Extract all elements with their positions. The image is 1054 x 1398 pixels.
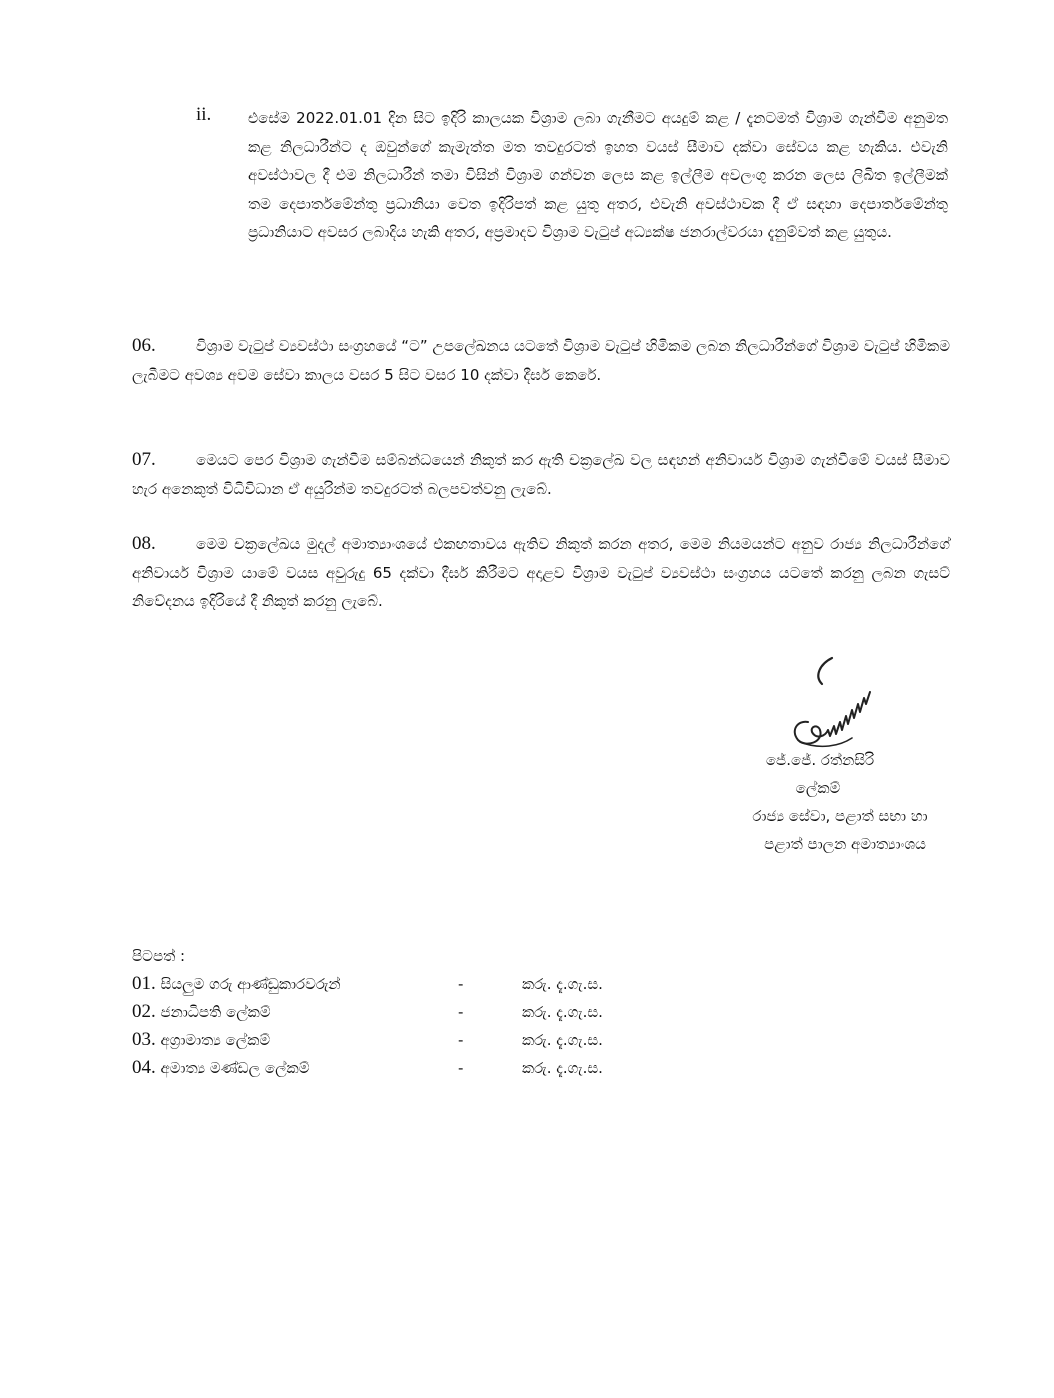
copy-recipient: සියලුම ගරු ආණ්ඩුකාරවරුන් (160, 975, 341, 993)
copy-action: කරු. දැ.ගැ.ස. (522, 975, 603, 993)
copy-recipient: අමාත්‍ය මණ්ඩල ලේකම් (160, 1059, 310, 1077)
list-item (132, 1026, 692, 1054)
copy-dash: - (458, 1003, 464, 1021)
signatory-name: ජේ.ජේ. රත්නසිරි (765, 751, 875, 769)
copy-dash: - (458, 1031, 464, 1049)
paragraph-number: 08. (132, 533, 156, 554)
paragraph-text: විශ්‍රාම වැටුප් ව්‍යවස්ථා සංග්‍රහයේ “ට” උපලේඛනය යටතේ විශ්‍රාම වැටුප් හිමිකම ලබන නිලධාරීන්ගේ විශ්‍රාම වැටුප් හිමිකම ලැබීමට අවශ්‍ය අවම සේවා කාලය වසර 5 සිට වසර 10 දක්වා දීර්ඝ කෙරේ. (132, 337, 950, 384)
handwritten-signature (780, 650, 890, 760)
signature-block (700, 746, 960, 858)
copy-number: 02. (132, 1001, 156, 1022)
copies-list (132, 942, 692, 1082)
paragraph-08 (132, 530, 950, 616)
list-item (132, 998, 692, 1026)
copy-number: 04. (132, 1057, 156, 1078)
paragraph-number: 07. (132, 449, 156, 470)
sub-item-ii (196, 104, 948, 247)
sub-item-text: එසේම 2022.01.01 දින සිට ඉදිරි කාලයක විශ්‍රාම ලබා ගැනීමට අයදුම් කළ / දැනටමත් විශ්‍රාම ගැන්වීම අනුමත කළ නිලධාරීන්ට ද ඔවුන්ගේ කැමැත්ත මත තවදුරටත් ඉහත වයස් සීමාව දක්වා සේවය කළ හැකිය. එවැනි අවස්ථාවල දී එම නිලධාරීන් තමා විසින් විශ්‍රාම ගන්වන ලෙස කළ ඉල්ලීම අවලංගු කරන ලෙස ලිඛිත ඉල්ලීමක් තම දෙපාර්තමේන්තු ප්‍රධානියා වෙත ඉදිරිපත් කළ යුතු අතර, එවැනි අවස්ථාවක දී ඒ සඳහා දෙපාර්තමේන්තු ප්‍රධානියාට අවසර ලබාදිය හැකි අතර, අප්‍රමාදව විශ්‍රාම වැටුප් අධ්‍යක්ෂ ජනරාල්වරයා දැනුම්වත් කළ යුතුය. (248, 109, 948, 242)
copy-recipient: ජනාධිපති ලේකම් (160, 1003, 271, 1021)
paragraph-06 (132, 332, 950, 389)
copy-number: 01. (132, 973, 156, 994)
signatory-title: ලේකම් (795, 779, 841, 797)
list-item (132, 1054, 692, 1082)
list-item (132, 970, 692, 998)
paragraph-text: මෙම චක්‍රලේඛය මුදල් අමාත්‍යාංශයේ එකඟතාවය ඇතිව නිකුත් කරන අතර, මෙම නියමයන්ට අනුව රාජ්‍ය නිලධාරීන්ගේ අනිවාර්ය විශ්‍රාම යාමේ වයස අවුරුදු 65 දක්වා දීර්ඝ කිරීමට අදාළව විශ්‍රාම වැටුප් ව්‍යවස්ථා සංග්‍රහය යටතේ කරනු ලබන ගැසට් නිවේදනය ඉදිරියේ දී නිකුත් කරනු ලැබේ. (132, 535, 950, 611)
copy-action: කරු. දැ.ගැ.ස. (522, 1031, 603, 1049)
copy-action: කරු. දැ.ගැ.ස. (522, 1003, 603, 1021)
copies-heading: පිටපත් : (132, 947, 186, 965)
copy-number: 03. (132, 1029, 156, 1050)
paragraph-07 (132, 446, 950, 503)
ministry-line-1: රාජ්‍ය සේවා, පළාත් සභා හා (752, 807, 928, 825)
paragraph-number: 06. (132, 335, 156, 356)
copy-action: කරු. දැ.ගැ.ස. (522, 1059, 603, 1077)
paragraph-text: මෙයට පෙර විශ්‍රාම ගැන්වීම සම්බන්ධයෙන් නිකුත් කර ඇති චක්‍රලේඛ වල සඳහන් අනිවාර්ය විශ්‍රාම ගැන්වීමේ වයස් සීමාව හැර අනෙකුත් විධිවිධාන ඒ අයුරින්ම තවදුරටත් බලපවත්වනු ලැබේ. (132, 451, 950, 498)
copy-dash: - (458, 975, 464, 993)
copy-dash: - (458, 1059, 464, 1077)
copy-recipient: අග්‍රාමාත්‍ය ලේකම් (160, 1031, 271, 1049)
ministry-line-2: පළාත් පාලන අමාත්‍යාංශය (764, 835, 926, 853)
sub-item-number: ii. (196, 104, 212, 125)
